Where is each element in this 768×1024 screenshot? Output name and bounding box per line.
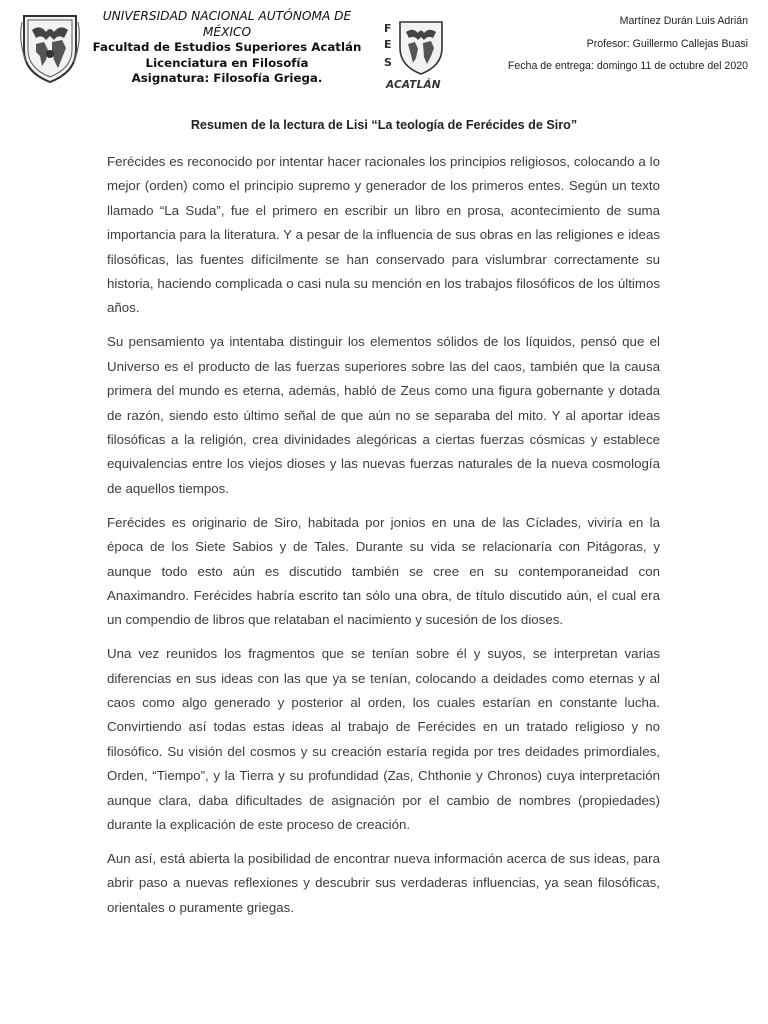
acatlan-logo-text: ACATLÁN bbox=[386, 79, 441, 91]
document-body bbox=[107, 150, 660, 930]
fes-acatlan-logo-icon bbox=[384, 18, 446, 94]
university-name: UNIVERSIDAD NACIONAL AUTÓNOMA DE MÉXICO bbox=[102, 9, 352, 39]
paragraph: Ferécides es originario de Siro, habitada por jonios en una de las Cíclades, viviría en la época de los Siete Sabios y de Tales. Durante su vida se relacionaría con Pitágoras, y aunque todo esto aún es discutido también se cree en su contemporaneidad con Anaximandro. Ferécides habría escrito tan sólo una obra, de título discutido aún, el cual era un compendio de libros que relataban el nacimiento y sucesión de los dioses. bbox=[107, 514, 660, 628]
faculty-name: Facultad de Estudios Superiores Acatlán bbox=[92, 40, 362, 54]
due-date: Fecha de entrega: domingo 11 de octubre del 2020 bbox=[507, 60, 748, 72]
unam-shield-icon bbox=[18, 10, 82, 86]
paragraph: Aun así, está abierta la posibilidad de encontrar nueva información acerca de sus ideas, para abrir paso a nuevas reflexiones y descubrir sus verdaderas influencias, ya sean filosóficas, orientales o puramente griegas. bbox=[107, 850, 660, 915]
document-title: Resumen de la lectura de Lisi “La teología de Ferécides de Siro” bbox=[190, 118, 578, 132]
paragraph: Una vez reunidos los fragmentos que se tenían sobre él y suyos, se interpretan varias diferencias en sus ideas con las que ya se tenían, colocando a deidades como eternas y al caos como algo generado y posterior al orden, los cuales estarían en constante lucha. Convirtiendo así todas estas ideas al trabajo de Ferécides en un tratado religioso y no filosófico. Su visión del cosmos y su creación estaría regida por tres deidades primordiales, Orden, “Tiempo”, y la Tierra y su profundidad (Zas, Chthonie y Chronos) cuya interpretación aunque clara, daba dificultades de asignación por el cambio de nombres (propiedades) durante la explicación de este proceso de creación. bbox=[107, 646, 660, 833]
student-info bbox=[508, 10, 748, 78]
fes-letter-f: F bbox=[384, 22, 392, 35]
fes-letter-s: S bbox=[384, 56, 392, 69]
subject-name: Asignatura: Filosofía Griega. bbox=[131, 71, 323, 85]
professor-name: Profesor: Guillermo Callejas Buasi bbox=[586, 37, 748, 50]
paragraph: Ferécides es reconocido por intentar hacer racionales los principios religiosos, colocando a lo mejor (orden) como el principio supremo y generador de los primeros entes. Según un texto llamado “La Suda”, fue el primero en escribir un libro en prosa, acontecimiento de suma importancia para la literatura. Y a pesar de la influencia de sus obras en las religiones e ideas filosóficas, las fuentes difícilmente se han conservado para vislumbrar correctamente su historia, haciendo complicada o casi nula su mención en los trabajos filosóficos de los últimos años. bbox=[107, 154, 660, 316]
degree-name: Licenciatura en Filosofía bbox=[145, 55, 309, 70]
institution-header bbox=[82, 9, 372, 87]
paragraph: Su pensamiento ya intentaba distinguir los elementos sólidos de los líquidos, pensó que el Universo es el producto de las fuerzas superiores sobre las del caos, también que la causa primera del mundo es eterna, además, habló de Zeus como una figura gobernante y dotada de razón, siendo esto último señal de que aún no se separaba del mito. Y al aportar ideas filosóficas a la religión, crea divinidades alegóricas a ciertas fuerzas cósmicas y establece equivalencias entre los viejos dioses y las nuevas fuerzas naturales de la nueva cosmología de aquellos tiempos. bbox=[107, 334, 660, 496]
fes-letter-e: E bbox=[384, 38, 392, 51]
author-name: Martínez Durán Luis Adrián bbox=[619, 15, 748, 27]
